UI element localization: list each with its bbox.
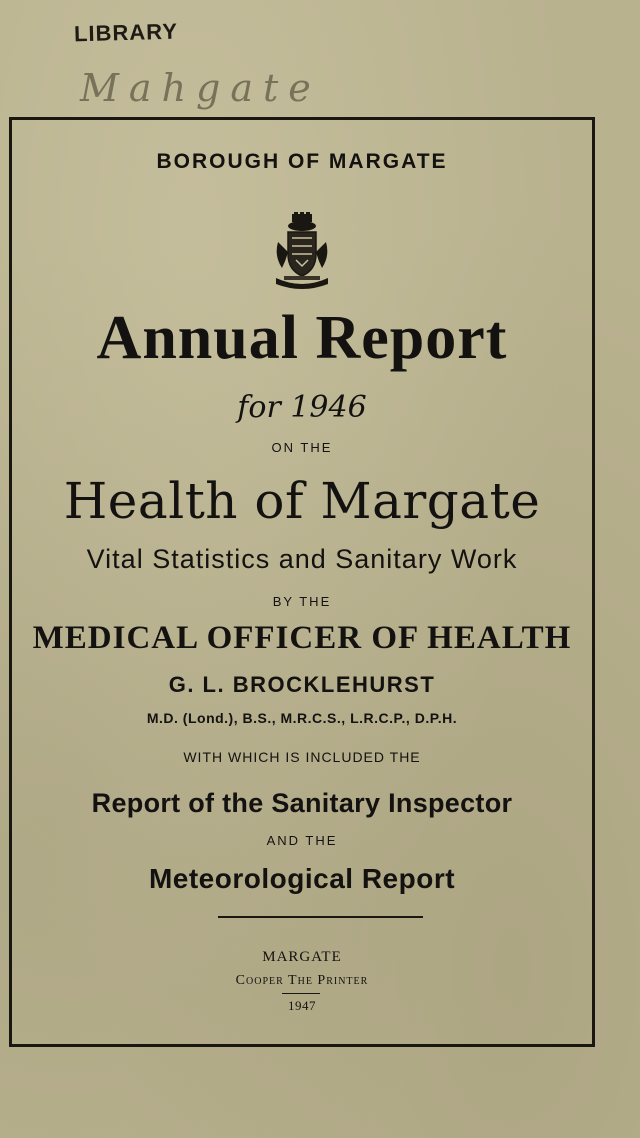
subject-heading: Health of Margate: [63, 472, 541, 530]
library-stamp: LIBRARY: [73, 18, 179, 47]
on-the-line: ON THE: [271, 440, 333, 455]
and-the-line: AND THE: [266, 833, 338, 848]
subtitle: Vital Statistics and Sanitary Work: [86, 544, 518, 574]
officer-name: G. L. BROCKLEHURST: [168, 672, 436, 697]
officer-qualifications: M.D. (Lond.), B.S., M.R.C.S., L.R.C.P., D.P.H.: [146, 710, 458, 726]
report-year: for 1946: [237, 390, 367, 425]
divider: [218, 916, 423, 918]
by-the-line: BY THE: [272, 594, 332, 609]
meteorological-report-heading: Meteorological Report: [148, 863, 456, 894]
borough-coat-of-arms-icon: [270, 212, 334, 292]
sanitary-report-heading: Report of the Sanitary Inspector: [91, 788, 513, 818]
printer-line: [12, 973, 592, 989]
printer-name: Cooper The Printer: [235, 973, 369, 988]
report-title: Annual Report: [96, 304, 508, 372]
publisher-place: MARGATE: [262, 949, 342, 965]
handwritten-annotation: Mahgate: [80, 66, 321, 110]
borough-heading: BOROUGH OF MARGATE: [156, 150, 448, 173]
small-divider: [282, 993, 320, 994]
publication-year: 1947: [288, 998, 316, 1013]
cover-frame: [9, 117, 595, 1047]
included-line: WITH WHICH IS INCLUDED THE: [183, 749, 421, 765]
office-heading: MEDICAL OFFICER OF HEALTH: [32, 620, 572, 656]
